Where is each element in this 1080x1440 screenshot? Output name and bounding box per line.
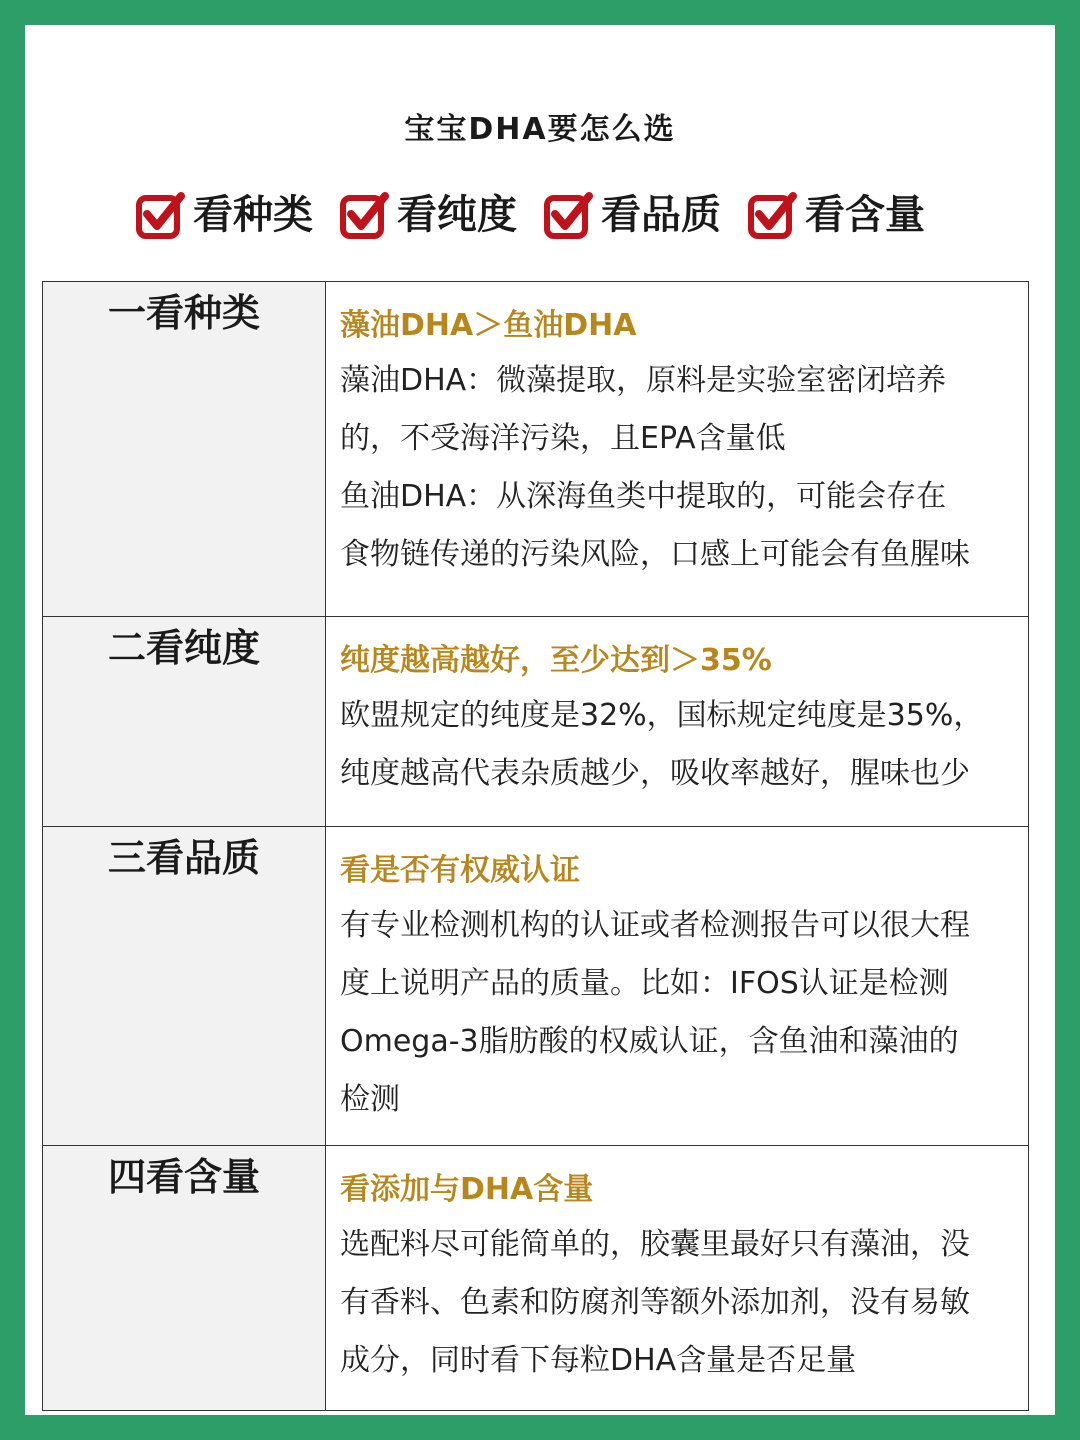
row-subhead: 纯度越高越好，至少达到＞35% bbox=[340, 643, 772, 678]
row-line: 检测 bbox=[340, 1082, 400, 1117]
checkbox-checked-icon bbox=[747, 190, 797, 240]
row-line: 欧盟规定的纯度是32%，国标规定纯度是35%， bbox=[340, 698, 984, 733]
row-header-cell bbox=[43, 827, 326, 1146]
page-title: 宝宝DHA要怎么选 bbox=[404, 112, 676, 147]
row-content-cell bbox=[326, 827, 1029, 1146]
row-line: 藻油DHA：微藻提取，原料是实验室密闭培养 bbox=[340, 363, 947, 398]
row-subhead: 看添加与DHA含量 bbox=[340, 1172, 594, 1207]
check-label: 看种类 bbox=[193, 192, 313, 238]
row-header-cell bbox=[43, 1146, 326, 1411]
checkbox-checked-icon bbox=[135, 190, 185, 240]
row-subhead: 藻油DHA＞鱼油DHA bbox=[340, 308, 637, 343]
comparison-table bbox=[42, 281, 1029, 1411]
row-line: 成分，同时看下每粒DHA含量是否足量 bbox=[340, 1343, 857, 1378]
row-content-cell bbox=[326, 617, 1029, 827]
row-subhead: 看是否有权威认证 bbox=[340, 853, 580, 888]
row-title: 一看种类 bbox=[107, 291, 260, 335]
check-label: 看纯度 bbox=[397, 192, 517, 238]
table-row bbox=[43, 827, 1029, 1146]
check-label: 看品质 bbox=[601, 192, 721, 238]
row-content-cell bbox=[326, 282, 1029, 617]
row-line: 鱼油DHA：从深海鱼类中提取的，可能会存在 bbox=[340, 479, 947, 514]
row-line: 度上说明产品的质量。比如：IFOS认证是检测 bbox=[340, 966, 949, 1001]
check-label: 看含量 bbox=[805, 192, 925, 238]
table-row bbox=[43, 1146, 1029, 1411]
row-title: 四看含量 bbox=[107, 1155, 260, 1199]
row-content-cell bbox=[326, 1146, 1029, 1411]
row-title: 二看纯度 bbox=[107, 626, 260, 670]
check-item-content bbox=[747, 185, 925, 245]
row-line: 选配料尽可能简单的，胶囊里最好只有藻油，没 bbox=[340, 1227, 970, 1262]
row-line: 纯度越高代表杂质越少，吸收率越好，腥味也少 bbox=[340, 756, 970, 791]
table-row bbox=[43, 617, 1029, 827]
table-row bbox=[43, 282, 1029, 617]
row-title: 三看品质 bbox=[107, 836, 260, 880]
row-line: 有专业检测机构的认证或者检测报告可以很大程 bbox=[340, 908, 970, 943]
row-header-cell bbox=[43, 282, 326, 617]
row-line: 有香料、色素和防腐剂等额外添加剂，没有易敏 bbox=[340, 1285, 970, 1320]
checklist bbox=[135, 185, 951, 245]
check-item-quality bbox=[543, 185, 721, 245]
check-item-type bbox=[135, 185, 313, 245]
row-line: 的，不受海洋污染，且EPA含量低 bbox=[340, 421, 786, 456]
row-line: Omega-3脂肪酸的权威认证，含鱼油和藻油的 bbox=[340, 1024, 959, 1059]
row-line: 食物链传递的污染风险，口感上可能会有鱼腥味 bbox=[340, 537, 970, 572]
checkbox-checked-icon bbox=[543, 190, 593, 240]
checkbox-checked-icon bbox=[339, 190, 389, 240]
check-item-purity bbox=[339, 185, 517, 245]
infographic-card bbox=[25, 25, 1055, 1415]
row-header-cell bbox=[43, 617, 326, 827]
